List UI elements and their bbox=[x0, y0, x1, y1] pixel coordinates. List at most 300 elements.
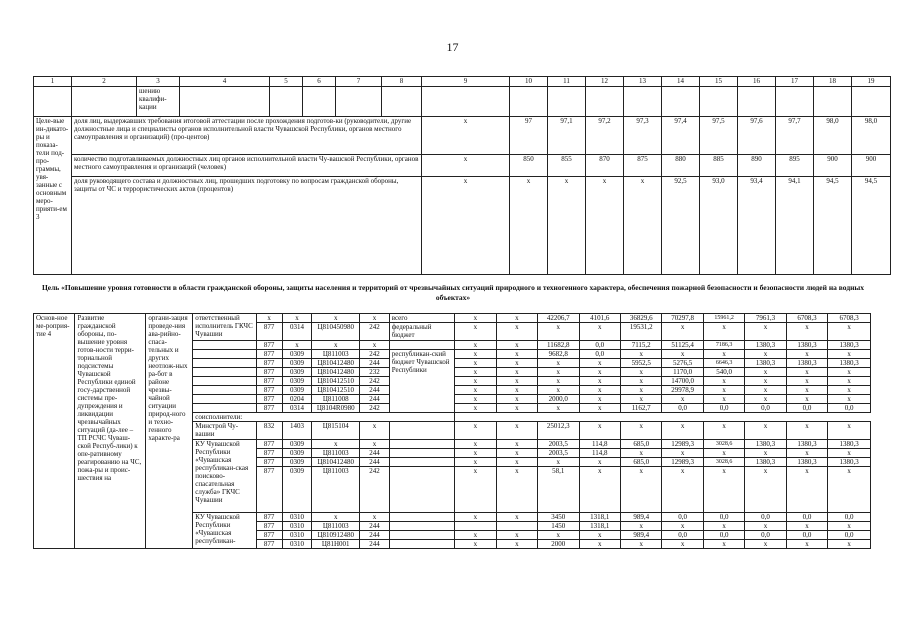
table-cell: 97 bbox=[510, 117, 548, 155]
table-cell: 0,0 bbox=[703, 513, 744, 522]
table-cell: x bbox=[828, 368, 871, 377]
table-cell: 97,2 bbox=[586, 117, 624, 155]
table-cell: x bbox=[745, 467, 786, 513]
table-cell: x bbox=[510, 177, 548, 275]
table-cell: x bbox=[662, 422, 703, 440]
table-cell: x bbox=[496, 440, 537, 449]
table-cell: доля руководящего состава и должностных лиц, прошедших подготовку по вопросам гражданской обороны, защиты от ЧС и террористических актов (процентов) bbox=[72, 177, 422, 275]
table-cell: 877 bbox=[256, 449, 282, 458]
table-cell: x bbox=[703, 467, 744, 513]
table-cell: 877 bbox=[256, 522, 282, 531]
table-cell: 877 bbox=[256, 386, 282, 395]
table-cell: 244 bbox=[360, 359, 389, 368]
table-cell: 8 bbox=[382, 77, 422, 87]
table-cell: 9 bbox=[422, 77, 510, 87]
table-cell: 2000,0 bbox=[538, 395, 579, 404]
table-cell: x bbox=[828, 449, 871, 458]
table-cell: 92,5 bbox=[662, 177, 700, 275]
table-cell: 877 bbox=[256, 458, 282, 467]
table-cell: 877 bbox=[256, 440, 282, 449]
table-cell: 2000 bbox=[538, 540, 579, 549]
table-cell: x bbox=[828, 350, 871, 359]
activity-c3: органи-зация проведе-ния ава-рийно-спаса-тельных и других неотлож-ных ра-бот в районе чрезвы-чайной ситуации природ-ного и техно-генного характе-ра bbox=[146, 314, 193, 549]
table-cell: x bbox=[548, 177, 586, 275]
table-cell: 877 bbox=[256, 540, 282, 549]
table-cell: x bbox=[496, 314, 537, 323]
table-cell: шению квалифи-кации bbox=[137, 87, 180, 117]
table-cell: 6708,3 bbox=[828, 314, 871, 323]
table-cell bbox=[776, 87, 814, 117]
table-cell: x bbox=[620, 422, 661, 440]
table-cell: 1380,3 bbox=[786, 341, 827, 350]
table-cell: 540,0 bbox=[703, 368, 744, 377]
table-cell: 877 bbox=[256, 323, 282, 341]
table-cell: 4101,6 bbox=[579, 314, 620, 323]
table-cell bbox=[389, 449, 454, 458]
table-cell: 1162,7 bbox=[620, 404, 661, 413]
table-cell: 832 bbox=[256, 422, 282, 440]
table-cell: x bbox=[496, 350, 537, 359]
table-cell: 5952,5 bbox=[620, 359, 661, 368]
table-cell: 1380,3 bbox=[745, 359, 786, 368]
table-cell: 875 bbox=[624, 155, 662, 177]
table-cell: 895 bbox=[776, 155, 814, 177]
table-cell: 244 bbox=[360, 522, 389, 531]
table-cell: x bbox=[579, 458, 620, 467]
table-cell: 14 bbox=[662, 77, 700, 87]
table-cell: Ц81Н001 bbox=[312, 540, 360, 549]
table-cell: x bbox=[538, 386, 579, 395]
table-cell: x bbox=[496, 422, 537, 440]
goal-heading: Цель «Повышение уровня готовности в области гражданской обороны, защиты населения и территорий от чрезвычайных ситуаций природного и техногенного характера, обеспечения пожарной безопасности и безопасности людей на водных объектах» bbox=[41, 283, 865, 302]
table-cell: x bbox=[538, 458, 579, 467]
table-cell: x bbox=[786, 368, 827, 377]
table-cell: Ц810912480 bbox=[312, 531, 360, 540]
table-cell: x bbox=[579, 540, 620, 549]
table-cell: x bbox=[455, 422, 496, 440]
table-cell: 0,0 bbox=[786, 513, 827, 522]
table-cell: x bbox=[620, 386, 661, 395]
table-cell: 685,0 bbox=[620, 458, 661, 467]
table-cell: 1450 bbox=[538, 522, 579, 531]
table-cell: x bbox=[496, 359, 537, 368]
table-cell: x bbox=[745, 368, 786, 377]
table-cell: Ц810412480 bbox=[312, 359, 360, 368]
table-cell: x bbox=[662, 522, 703, 531]
table-cell: 877 bbox=[256, 359, 282, 368]
table-cell bbox=[193, 341, 256, 350]
table-cell: Ц810412510 bbox=[312, 377, 360, 386]
table-cell: x bbox=[496, 323, 537, 341]
table-cell: 1170,0 bbox=[662, 368, 703, 377]
table-cell: x bbox=[496, 540, 537, 549]
table-cell: 877 bbox=[256, 531, 282, 540]
table-cell: 94,5 bbox=[814, 177, 852, 275]
table-cell: 29978,9 bbox=[662, 386, 703, 395]
table-cell: x bbox=[703, 377, 744, 386]
table-cell: x bbox=[745, 522, 786, 531]
table-cell: 244 bbox=[360, 531, 389, 540]
table-cell: 7961,3 bbox=[745, 314, 786, 323]
table-cell bbox=[389, 341, 454, 350]
table-cell: 11 bbox=[548, 77, 586, 87]
table-cell: x bbox=[579, 359, 620, 368]
table-cell: 3 bbox=[137, 77, 180, 87]
table-cell: x bbox=[586, 177, 624, 275]
table-cell: 15961,2 bbox=[703, 314, 744, 323]
table-cell: 877 bbox=[256, 404, 282, 413]
table-cell: x bbox=[455, 404, 496, 413]
table-cell: 15 bbox=[700, 77, 738, 87]
table-cell: x bbox=[496, 368, 537, 377]
table-cell: 0,0 bbox=[745, 513, 786, 522]
table-cell: 98,0 bbox=[814, 117, 852, 155]
table-cell: 17 bbox=[776, 77, 814, 87]
table-cell: x bbox=[703, 395, 744, 404]
table-cell: 0,0 bbox=[828, 513, 871, 522]
table-cell: x bbox=[579, 323, 620, 341]
table-cell: 2003,5 bbox=[538, 440, 579, 449]
table-cell: 242 bbox=[360, 377, 389, 386]
table-cell: 890 bbox=[738, 155, 776, 177]
table-cell bbox=[336, 87, 382, 117]
ku-rescue-label: КУ Чувашской Республики «Чувашская республикан-ская поисково-спасательная служба» ГКЧС Чувашии bbox=[193, 440, 256, 513]
table-cell: x bbox=[422, 177, 510, 275]
table-cell bbox=[193, 404, 256, 413]
table-cell: x bbox=[662, 449, 703, 458]
table-row bbox=[34, 155, 891, 177]
table-cell: 9682,8 bbox=[538, 350, 579, 359]
table-cell: 1380,3 bbox=[786, 359, 827, 368]
table-cell: x bbox=[828, 395, 871, 404]
table-cell: 42206,7 bbox=[538, 314, 579, 323]
table-cell: 880 bbox=[662, 155, 700, 177]
table-cell: Ц815104 bbox=[312, 422, 360, 440]
table-cell: x bbox=[312, 440, 360, 449]
table-cell: x bbox=[662, 395, 703, 404]
table-cell: x bbox=[828, 386, 871, 395]
table-cell: 12 bbox=[586, 77, 624, 87]
table-cell: x bbox=[745, 323, 786, 341]
table-cell: всего bbox=[389, 314, 454, 323]
table-cell bbox=[193, 368, 256, 377]
table-cell bbox=[389, 540, 454, 549]
table-cell: 0310 bbox=[282, 540, 311, 549]
table-cell: 58,1 bbox=[538, 467, 579, 513]
table-cell: x bbox=[496, 404, 537, 413]
table-cell bbox=[193, 350, 256, 359]
table-cell: x bbox=[312, 314, 360, 323]
table-cell: x bbox=[745, 422, 786, 440]
table-cell: 6 bbox=[303, 77, 336, 87]
table-cell bbox=[389, 531, 454, 540]
table-cell: 1380,3 bbox=[745, 440, 786, 449]
table-cell: x bbox=[828, 323, 871, 341]
table-cell: Ц810450980 bbox=[312, 323, 360, 341]
table-cell: x bbox=[455, 395, 496, 404]
table-cell bbox=[193, 386, 256, 395]
table-cell: x bbox=[703, 350, 744, 359]
table-cell: x bbox=[579, 368, 620, 377]
table-cell: x bbox=[620, 467, 661, 513]
table-cell: x bbox=[360, 341, 389, 350]
responsible-label: ответственный исполнитель ГКЧС Чувашии bbox=[193, 314, 256, 341]
table-cell: x bbox=[662, 350, 703, 359]
table-cell: 1380,3 bbox=[828, 458, 871, 467]
table-cell: 1318,1 bbox=[579, 513, 620, 522]
table-cell: x bbox=[579, 422, 620, 440]
table-cell bbox=[180, 87, 270, 117]
table-cell: 2003,5 bbox=[538, 449, 579, 458]
table-cell: 0309 bbox=[282, 359, 311, 368]
table-cell: x bbox=[455, 323, 496, 341]
table-cell: x bbox=[496, 377, 537, 386]
table-cell bbox=[624, 87, 662, 117]
table-cell: 94,1 bbox=[776, 177, 814, 275]
table-cell: x bbox=[828, 540, 871, 549]
table-cell: 877 bbox=[256, 377, 282, 386]
table-cell: 242 bbox=[360, 323, 389, 341]
table-cell: 51125,4 bbox=[662, 341, 703, 350]
table-cell: 1380,3 bbox=[828, 440, 871, 449]
table-cell: 3028,6 bbox=[703, 458, 744, 467]
table-cell: x bbox=[703, 386, 744, 395]
minstroy-label: Минстрой Чу-вашии bbox=[193, 422, 256, 440]
table-cell: x bbox=[455, 513, 496, 522]
table-cell: x bbox=[786, 395, 827, 404]
table-cell: 877 bbox=[256, 368, 282, 377]
table-cell: количество подготавливаемых должностных лиц органов исполнительной власти Чу-вашской Республики, органов местного самоуправления и организаций (человек) bbox=[72, 155, 422, 177]
table-cell: 242 bbox=[360, 467, 389, 513]
table-cell: 36829,6 bbox=[620, 314, 661, 323]
table-cell bbox=[193, 377, 256, 386]
table-cell: x bbox=[455, 377, 496, 386]
table-cell: x bbox=[786, 422, 827, 440]
table-cell: 855 bbox=[548, 155, 586, 177]
table-row bbox=[34, 117, 891, 155]
table-cell: x bbox=[455, 449, 496, 458]
table-cell: 13 bbox=[624, 77, 662, 87]
table-cell: 0,0 bbox=[828, 531, 871, 540]
table-cell: 1380,3 bbox=[828, 341, 871, 350]
table-cell: x bbox=[624, 177, 662, 275]
table-cell: x bbox=[538, 368, 579, 377]
table-cell: 0314 bbox=[282, 404, 311, 413]
table-cell bbox=[586, 87, 624, 117]
table-cell: x bbox=[620, 540, 661, 549]
table-cell: x bbox=[828, 522, 871, 531]
table-cell: x bbox=[538, 377, 579, 386]
table-cell bbox=[303, 87, 336, 117]
table-cell: 98,0 bbox=[852, 117, 891, 155]
table-cell: 877 bbox=[256, 467, 282, 513]
table-cell: 12989,3 bbox=[662, 440, 703, 449]
table-cell: x bbox=[455, 314, 496, 323]
table-cell bbox=[510, 87, 548, 117]
table-cell: 989,4 bbox=[620, 531, 661, 540]
table-cell: 685,0 bbox=[620, 440, 661, 449]
table-cell: x bbox=[422, 117, 510, 155]
table-cell bbox=[34, 87, 72, 117]
table-cell: Ц811003 bbox=[312, 467, 360, 513]
table-cell: 7 bbox=[336, 77, 382, 87]
table-cell: x bbox=[538, 359, 579, 368]
table-cell: 93,0 bbox=[700, 177, 738, 275]
table-cell: 0309 bbox=[282, 350, 311, 359]
table-cell: 0314 bbox=[282, 323, 311, 341]
table-row bbox=[34, 87, 891, 117]
table-cell: x bbox=[455, 458, 496, 467]
table-cell bbox=[193, 359, 256, 368]
table-cell: 0310 bbox=[282, 513, 311, 522]
table-cell: 850 bbox=[510, 155, 548, 177]
table-cell: x bbox=[455, 350, 496, 359]
table-cell: x bbox=[786, 522, 827, 531]
table-cell: 0309 bbox=[282, 449, 311, 458]
table-cell: x bbox=[662, 467, 703, 513]
table-cell: x bbox=[312, 513, 360, 522]
table-cell: x bbox=[360, 314, 389, 323]
table-cell: x bbox=[282, 341, 311, 350]
table-cell: 0,0 bbox=[786, 531, 827, 540]
table-cell: 0309 bbox=[282, 458, 311, 467]
table-cell: x bbox=[455, 540, 496, 549]
table-cell: Ц811003 bbox=[312, 449, 360, 458]
table-cell: 6646,3 bbox=[703, 359, 744, 368]
table-cell: 16 bbox=[738, 77, 776, 87]
table-cell: x bbox=[620, 522, 661, 531]
coexecutors-label: соисполнители: bbox=[193, 413, 455, 422]
table-cell bbox=[72, 87, 137, 117]
table-cell: x bbox=[786, 467, 827, 513]
table-cell: Ц810412480 bbox=[312, 368, 360, 377]
table-cell: 4 bbox=[180, 77, 270, 87]
table-cell: x bbox=[745, 540, 786, 549]
table-cell: x bbox=[745, 449, 786, 458]
table-cell bbox=[814, 87, 852, 117]
page-number: 17 bbox=[446, 40, 459, 54]
table-cell: 97,7 bbox=[776, 117, 814, 155]
table-cell: 19531,2 bbox=[620, 323, 661, 341]
table-cell: 5 bbox=[270, 77, 303, 87]
activity-c1: Основ-ное ме-роприя-тие 4 bbox=[34, 314, 75, 549]
table-cell: 10 bbox=[510, 77, 548, 87]
table-cell: республикан-ский бюджет Чувашской Республики bbox=[389, 350, 454, 413]
table-cell: x bbox=[703, 422, 744, 440]
table-cell: 114,8 bbox=[579, 440, 620, 449]
table-cell: x bbox=[455, 368, 496, 377]
table-cell bbox=[389, 422, 454, 440]
table-cell: x bbox=[360, 422, 389, 440]
table-cell: x bbox=[662, 323, 703, 341]
table-cell: 0,0 bbox=[703, 531, 744, 540]
table-cell: Ц810412480 bbox=[312, 458, 360, 467]
table-cell: 0,0 bbox=[786, 404, 827, 413]
table-cell: x bbox=[496, 467, 537, 513]
indicators-label: Целе-вые ин-дикато-ры и показа-тели под-про-граммы, увя-занные с основным меро-прияти-ем 3 bbox=[34, 117, 72, 275]
table-cell: x bbox=[828, 377, 871, 386]
table-cell: x bbox=[620, 449, 661, 458]
table-cell: x bbox=[579, 531, 620, 540]
table-cell: 11682,8 bbox=[538, 341, 579, 350]
table-cell: 0309 bbox=[282, 368, 311, 377]
table-cell: x bbox=[620, 368, 661, 377]
table-cell bbox=[382, 87, 422, 117]
activities-table bbox=[33, 313, 871, 549]
table-cell: x bbox=[496, 458, 537, 467]
table-cell: 6708,3 bbox=[786, 314, 827, 323]
table-cell: 0,0 bbox=[662, 531, 703, 540]
table-cell: 0,0 bbox=[745, 531, 786, 540]
table-cell bbox=[700, 87, 738, 117]
table-cell bbox=[496, 522, 537, 531]
table-cell: 0,0 bbox=[662, 404, 703, 413]
table-cell: 0,0 bbox=[579, 341, 620, 350]
table-cell: x bbox=[360, 513, 389, 522]
header-row bbox=[34, 77, 891, 87]
table-cell bbox=[738, 87, 776, 117]
table-cell: федеральный бюджет bbox=[389, 323, 454, 341]
table-cell: 244 bbox=[360, 449, 389, 458]
table-cell: 232 bbox=[360, 368, 389, 377]
table-cell: Ц811003 bbox=[312, 350, 360, 359]
table-cell: 242 bbox=[360, 404, 389, 413]
table-cell bbox=[662, 87, 700, 117]
table-cell: 0,0 bbox=[579, 350, 620, 359]
table-cell: 25012,3 bbox=[538, 422, 579, 440]
table-cell: x bbox=[745, 395, 786, 404]
table-cell: 1 bbox=[34, 77, 72, 87]
table-cell: x bbox=[496, 449, 537, 458]
table-cell: x bbox=[579, 377, 620, 386]
table-cell: 242 bbox=[360, 350, 389, 359]
table-cell: x bbox=[620, 377, 661, 386]
table-cell: x bbox=[786, 377, 827, 386]
table-cell: x bbox=[786, 350, 827, 359]
table-cell: x bbox=[538, 404, 579, 413]
table-cell: x bbox=[455, 341, 496, 350]
table-cell: 94,5 bbox=[852, 177, 891, 275]
table-cell: 1380,3 bbox=[786, 440, 827, 449]
table-cell: x bbox=[703, 449, 744, 458]
table-cell: x bbox=[360, 440, 389, 449]
table-cell: 93,4 bbox=[738, 177, 776, 275]
table-cell: x bbox=[620, 350, 661, 359]
table-cell: 3450 bbox=[538, 513, 579, 522]
table-cell: 0310 bbox=[282, 522, 311, 531]
table-cell bbox=[389, 513, 454, 522]
table-cell: Ц811003 bbox=[312, 522, 360, 531]
table-cell: 19 bbox=[852, 77, 891, 87]
table-cell: x bbox=[703, 540, 744, 549]
table-cell: 0309 bbox=[282, 440, 311, 449]
table-cell: x bbox=[312, 341, 360, 350]
table-cell: 0204 bbox=[282, 395, 311, 404]
table-cell bbox=[270, 87, 303, 117]
table-cell: x bbox=[455, 531, 496, 540]
table-cell bbox=[852, 87, 891, 117]
table-cell: 0309 bbox=[282, 467, 311, 513]
indicators-table bbox=[33, 76, 891, 275]
table-cell bbox=[389, 467, 454, 513]
table-cell: 97,3 bbox=[624, 117, 662, 155]
table-cell: 1403 bbox=[282, 422, 311, 440]
table-cell: 877 bbox=[256, 513, 282, 522]
table-cell: Ц810412510 bbox=[312, 386, 360, 395]
table-cell: x bbox=[422, 155, 510, 177]
table-cell: 1380,3 bbox=[745, 341, 786, 350]
activity-c2: Развитие гражданской обороны, по-вышение уровня готов-ности терри-ториальной подсистемы Чувашской Республики единой госу-дарственной системы пре-дупреждения и ликвидации чрезвычайных ситуаций (да-лее – ТП РСЧС Чуваш-ской Респуб-лики) к опе-ративному реагированию на ЧС, пожа-ры и проис-шествия на bbox=[75, 314, 146, 549]
